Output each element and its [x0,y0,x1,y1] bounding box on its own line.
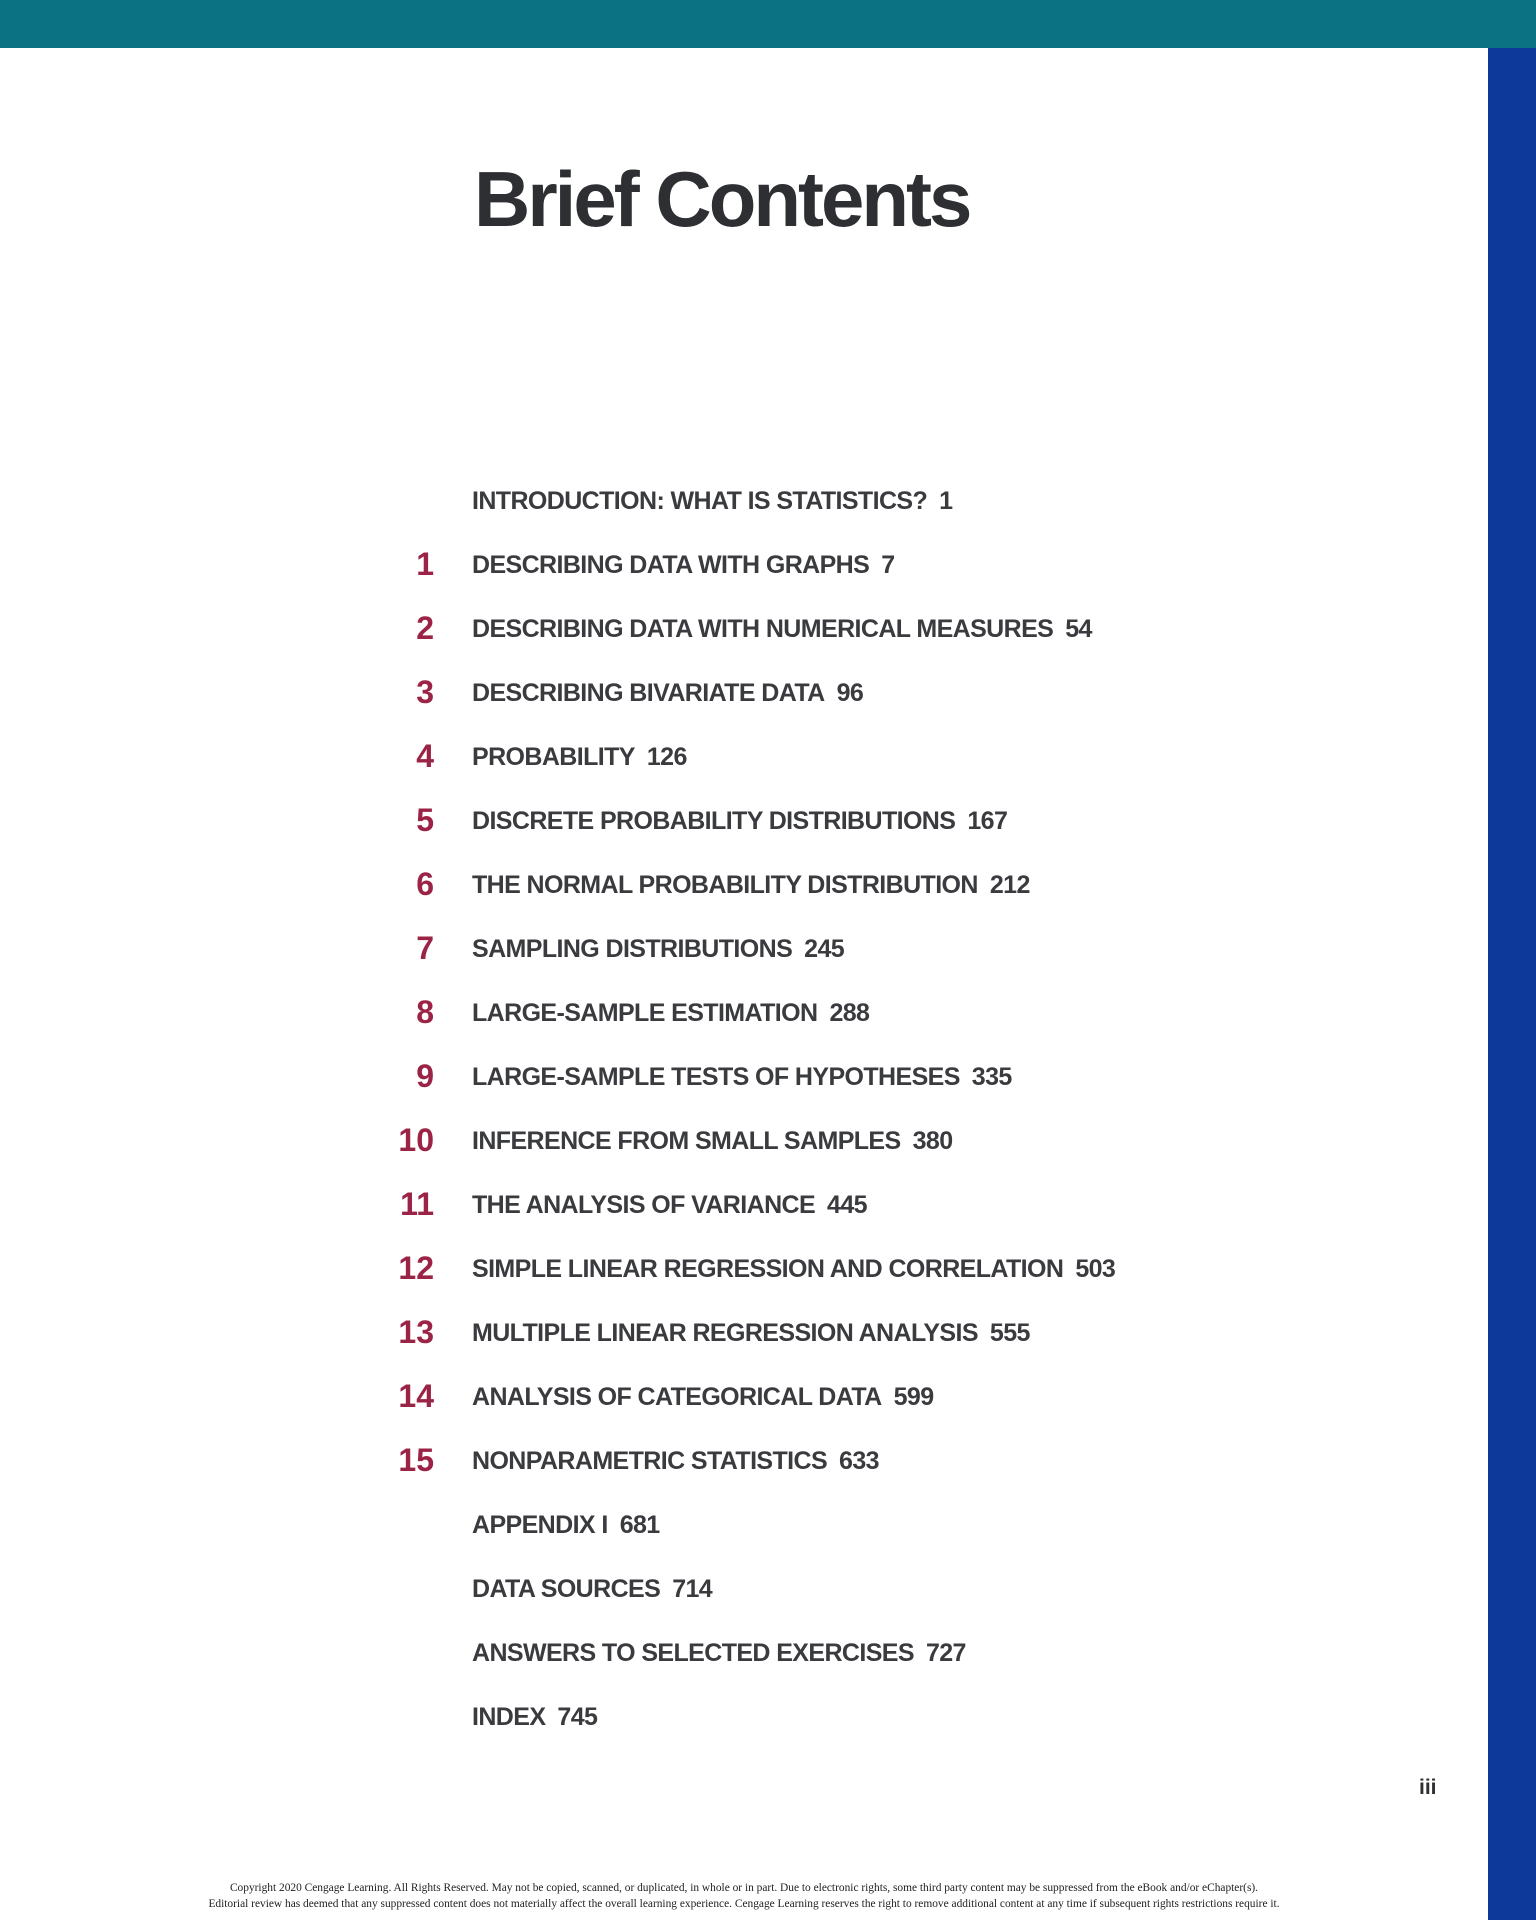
copyright-line-1: Copyright 2020 Cengage Learning. All Rights Reserved. May not be copied, scanned, or duplicated, in whole or in part. Due to electronic rights, some third party content may be suppressed from the eBook and/or eChapter(s). [229,1882,1259,1894]
toc-entry-text [472,930,844,968]
chapter-number: 5 [416,802,434,838]
toc-entry[interactable] [0,984,1440,1048]
page-title: Brief Contents [474,155,970,243]
toc-entry[interactable] [0,1496,1440,1560]
chapter-title: DATA SOURCES [472,1575,661,1603]
chapter-page-number: 727 [925,1639,966,1667]
toc-entry-text [472,738,687,776]
chapter-title: SIMPLE LINEAR REGRESSION AND CORRELATION [472,1255,1064,1283]
chapter-page-number: 555 [989,1319,1030,1347]
chapter-title: MULTIPLE LINEAR REGRESSION ANALYSIS [472,1319,978,1347]
toc-entry[interactable] [0,1560,1440,1624]
chapter-title: LARGE-SAMPLE TESTS OF HYPOTHESES [472,1063,960,1091]
chapter-number: 1 [416,546,434,582]
toc-entry[interactable] [0,472,1440,536]
chapter-title: INDEX [472,1703,546,1731]
chapter-number: 8 [416,994,434,1030]
chapter-number: 15 [398,1442,434,1478]
toc-entry[interactable] [0,1688,1440,1752]
chapter-page-number: 245 [804,935,845,963]
toc-entry-text [472,1314,1030,1352]
toc-entry-text [472,1186,867,1224]
chapter-page-number: 599 [893,1383,934,1411]
chapter-title: DESCRIBING DATA WITH NUMERICAL MEASURES [472,615,1054,643]
toc-entry-text [472,1442,879,1480]
page-number: iii [1419,1776,1437,1799]
toc-entry-text [472,1122,953,1160]
side-color-band [1488,48,1536,1920]
chapter-number: 2 [416,610,434,646]
chapter-page-number: 167 [967,807,1008,835]
chapter-page-number: 7 [881,551,895,579]
toc-entry-text [472,610,1092,648]
chapter-title: INTRODUCTION: WHAT IS STATISTICS? [472,487,928,515]
chapter-title: PROBABILITY [472,743,635,771]
copyright-notice [0,1880,1488,1912]
chapter-number: 3 [416,674,434,710]
chapter-title: SAMPLING DISTRIBUTIONS [472,935,793,963]
toc-entry[interactable] [0,664,1440,728]
top-color-band [0,0,1536,48]
toc-entry[interactable] [0,1112,1440,1176]
chapter-page-number: 380 [912,1127,953,1155]
toc-entry-text [472,866,1030,904]
toc-entry[interactable] [0,1304,1440,1368]
chapter-page-number: 714 [672,1575,713,1603]
toc-entry[interactable] [0,728,1440,792]
chapter-title: DISCRETE PROBABILITY DISTRIBUTIONS [472,807,956,835]
chapter-page-number: 54 [1065,615,1092,643]
table-of-contents [0,472,1440,1752]
toc-entry-text [472,1058,1012,1096]
toc-entry-text [472,1698,597,1736]
chapter-number: 11 [400,1186,434,1222]
toc-entry[interactable] [0,1048,1440,1112]
chapter-page-number: 633 [839,1447,879,1475]
toc-entry[interactable] [0,1432,1440,1496]
chapter-page-number: 212 [989,871,1030,899]
chapter-title: THE NORMAL PROBABILITY DISTRIBUTION [472,871,978,899]
chapter-page-number: 126 [646,743,687,771]
toc-entry-text [472,1634,966,1672]
chapter-page-number: 503 [1075,1255,1116,1283]
chapter-number: 10 [398,1122,434,1158]
toc-entry-text [472,1506,660,1544]
toc-entry[interactable] [0,792,1440,856]
chapter-page-number: 681 [619,1511,660,1539]
chapter-page-number: 1 [939,487,953,515]
chapter-number: 6 [416,866,434,902]
chapter-title: ANSWERS TO SELECTED EXERCISES [472,1639,914,1667]
toc-entry[interactable] [0,1176,1440,1240]
toc-entry-text [472,802,1007,840]
toc-entry-text [472,1250,1115,1288]
chapter-number: 12 [398,1250,434,1286]
chapter-title: ANALYSIS OF CATEGORICAL DATA [472,1383,882,1411]
chapter-number: 9 [416,1058,434,1094]
chapter-page-number: 96 [836,679,864,707]
chapter-page-number: 288 [829,999,870,1027]
chapter-number: 13 [398,1314,434,1350]
chapter-page-number: 335 [971,1063,1012,1091]
toc-entry-text [472,1378,934,1416]
toc-entry[interactable] [0,600,1440,664]
toc-entry-text [472,482,952,520]
toc-entry-text [472,546,895,584]
toc-entry[interactable] [0,1240,1440,1304]
toc-entry[interactable] [0,1624,1440,1688]
chapter-title: DESCRIBING DATA WITH GRAPHS [472,551,870,579]
copyright-line-2: Editorial review has deemed that any suppressed content does not materially affect the overall learning experience. Cengage Learning reserves the right to remove additional content at any time if subsequent rights restrictions require it. [208,1898,1280,1910]
toc-entry[interactable] [0,1368,1440,1432]
toc-entry-text [472,1570,712,1608]
toc-entry[interactable] [0,536,1440,600]
chapter-page-number: 745 [557,1703,598,1731]
chapter-page-number: 445 [827,1191,867,1219]
chapter-title: LARGE-SAMPLE ESTIMATION [472,999,818,1027]
chapter-number: 14 [398,1378,434,1414]
toc-entry[interactable] [0,920,1440,984]
chapter-title: NONPARAMETRIC STATISTICS [472,1447,828,1475]
toc-entry-text [472,994,869,1032]
chapter-title: THE ANALYSIS OF VARIANCE [472,1191,816,1219]
toc-entry-text [472,674,863,712]
chapter-title: INFERENCE FROM SMALL SAMPLES [472,1127,901,1155]
toc-entry[interactable] [0,856,1440,920]
chapter-number: 7 [416,930,434,966]
chapter-title: APPENDIX I [472,1511,608,1539]
chapter-title: DESCRIBING BIVARIATE DATA [472,679,825,707]
chapter-number: 4 [416,738,434,774]
